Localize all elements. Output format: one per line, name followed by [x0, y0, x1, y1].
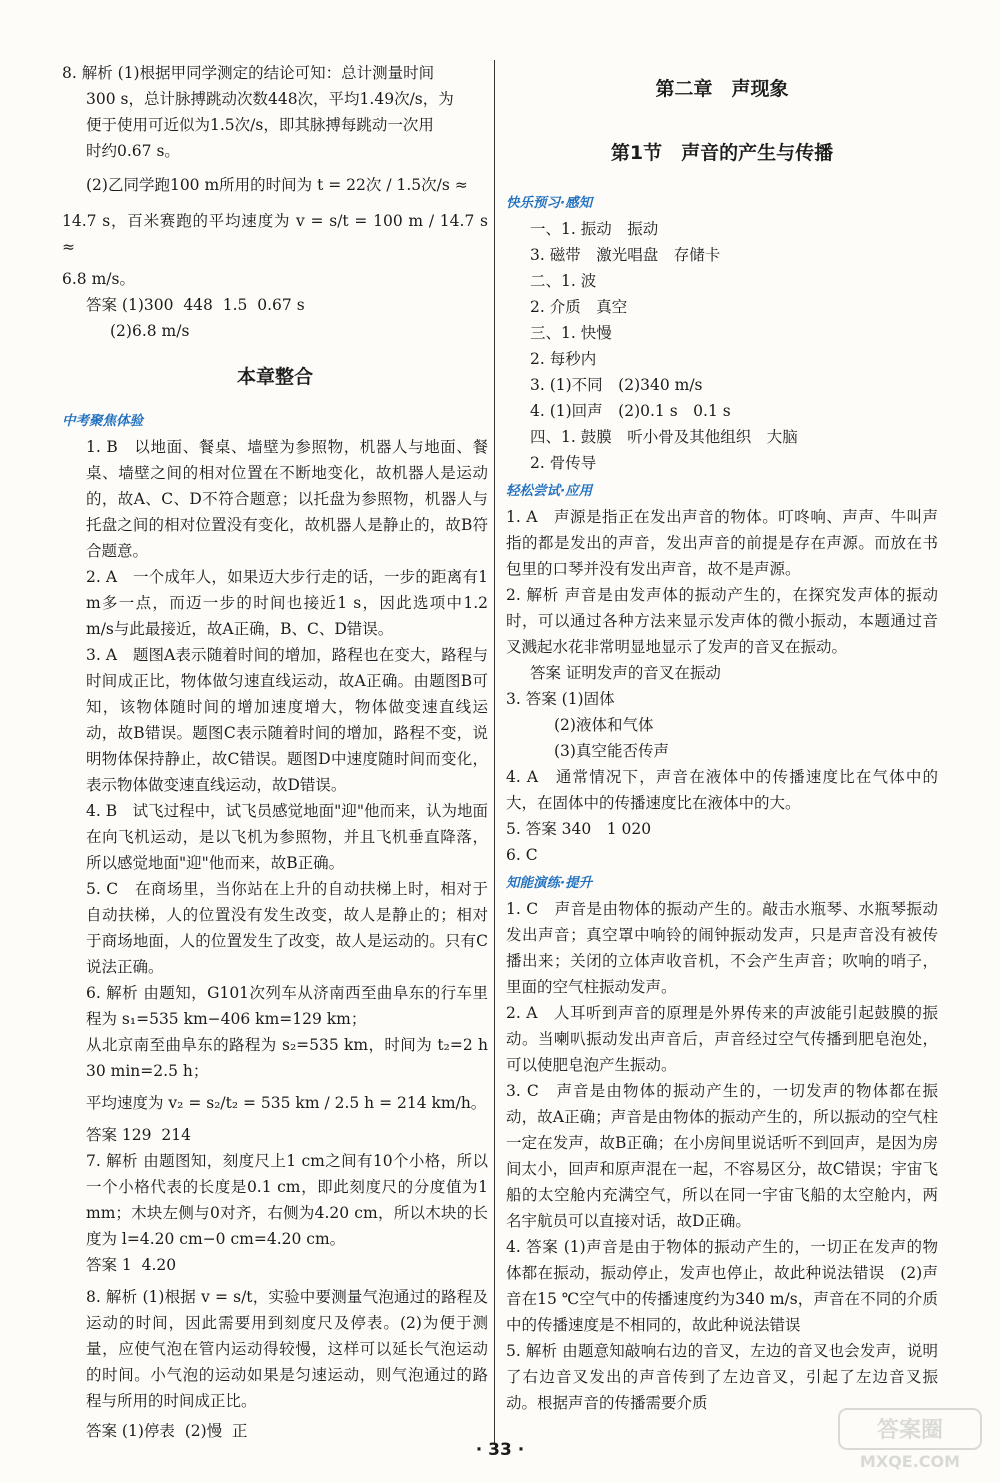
- svg-text:答案圈: 答案圈: [876, 1418, 944, 1443]
- try-3: 3. 答案 (1)固体: [506, 690, 615, 708]
- left-answer-1: 答案 (1)300 448 1.5 0.67 s: [86, 296, 305, 314]
- try-3c: (3)真空能否传声: [554, 742, 669, 760]
- left-column: [62, 60, 493, 1444]
- left-line-5: (2)乙同学跑100 m所用的时间为 t = 22次 / 1.5次/s ≈: [86, 176, 468, 194]
- preview-3: 二、1. 波: [530, 272, 597, 290]
- left-item-7-answer: 答案 1 4.20: [86, 1256, 177, 1274]
- left-item-4: 4. B 试飞过程中，试飞员感觉地面"迎"他而来，认为地面在向飞机运动，是以飞机为参照物，并且飞机垂直降落，所以感觉地面"迎"他而来，故B正确。: [86, 802, 488, 872]
- left-answer-2: (2)6.8 m/s: [110, 322, 190, 340]
- preview-5: 三、1. 快慢: [530, 324, 612, 342]
- try-2: 2. 解析 声音是由发声体的振动产生的，在探究发声体的振动时，可以通过各种方法来显示发声体的微小振动，本题通过音叉溅起水花非常明显地显示了发声的音叉在振动。: [506, 586, 938, 656]
- practice-4: 4. 答案 (1)声音是由于物体的振动产生的，一切正在发声的物体都在振动，振动停止，发声也停止，故此种说法错误 (2)声音在15 ℃空气中的传播速度约为340 m/s，声音在不同的介质中的传播速度是不相同的，故此种说法错误: [506, 1238, 938, 1334]
- left-item-7: 7. 解析 由题图知，刻度尺上1 cm之间有10个小格，所以一个小格代表的长度是0.1 cm，即此刻度尺的分度值为1 mm；木块左侧与0对齐，右侧为4.20 cm，所以木块的长度为 l=4.20 cm−0 cm=4.20 cm。: [86, 1152, 493, 1248]
- chapter-title: 第二章 声现象: [655, 78, 789, 100]
- left-item-5: 5. C 在商场里，当你站在上升的自动扶梯上时，相对于自动扶梯，人的位置没有发生改变，故人是静止的；相对于商场地面，人的位置发生了改变，故人是运动的。只有C说法正确。: [86, 880, 488, 976]
- try-3b: (2)液体和气体: [554, 716, 654, 734]
- left-item-6c: 平均速度为 v₂ = s₂/t₂ = 535 km / 2.5 h = 214 km/h。: [86, 1094, 487, 1112]
- practice-1: 1. C 声音是由物体的振动产生的。敲击水瓶琴、水瓶琴振动发出声音；真空罩中响铃的闹钟振动发声，只是声音没有被传播出来；关闭的立体声收音机，不会产生声音；吹响的哨子，里面的空气柱振动发声。: [506, 900, 938, 996]
- left-item-8-answer: 答案 (1)停表 (2)慢 正: [86, 1422, 248, 1440]
- band-exam-focus: 中考聚焦体验: [62, 413, 143, 429]
- page-number: · 33 ·: [475, 1440, 525, 1460]
- watermark-logo: [835, 1405, 985, 1475]
- preview-2: 3. 磁带 激光唱盘 存储卡: [530, 246, 721, 264]
- left-line-3: 便于使用可近似为1.5次/s，即其脉搏每跳动一次用: [86, 116, 434, 134]
- try-4: 4. A 通常情况下，声音在液体中的传播速度比在气体中的大，在固体中的传播速度比在液体中的大。: [506, 768, 938, 812]
- preview-9: 四、1. 鼓膜 听小骨及其他组织 大脑: [530, 428, 798, 446]
- left-item-6b: 从北京南至曲阜东的路程为 s₂=535 km，时间为 t₂=2 h 30 min=2.5 h；: [86, 1036, 493, 1080]
- preview-7: 3. (1)不同 (2)340 m/s: [530, 376, 703, 394]
- left-item-3: 3. A 题图A表示随着时间的增加，路程也在变大，路程与时间成正比，物体做匀速直线运动，故A正确。由题图B可知，该物体随时间的增加速度增大，物体做变速直线运动，故B错误。题图C表示随着时间的增加，路程不变，说明物体保持静止，故C错误。题图D中速度随时间而变化，表示物体做变速直线运动，故D错误。: [86, 646, 488, 794]
- try-5: 5. 答案 340 1 020: [506, 820, 652, 838]
- practice-2: 2. A 人耳听到声音的原理是外界传来的声波能引起鼓膜的振动。当喇叭振动发出声音后，声音经过空气传播到肥皂泡处，可以使肥皂泡产生振动。: [506, 1004, 938, 1074]
- right-column: [506, 60, 938, 1416]
- preview-4: 2. 介质 真空: [530, 298, 628, 316]
- left-item-2: 2. A 一个成年人，如果迈大步行走的话，一步的距离有1 m多一点，而迈一步的时间也接近1 s，因此选项中1.2 m/s与此最接近，故A正确，B、C、D错误。: [86, 568, 493, 638]
- section-title: 第1节 声音的产生与传播: [610, 142, 834, 164]
- band-practice: 知能演练·提升: [506, 875, 593, 891]
- left-line-7: 6.8 m/s。: [62, 270, 135, 288]
- band-preview: 快乐预习·感知: [506, 195, 593, 211]
- section-title-chapter-summary: 本章整合: [236, 366, 313, 388]
- left-item-1: 1. B 以地面、餐桌、墙壁为参照物，机器人与地面、餐桌、墙壁之间的相对位置在不断地变化，故机器人是运动的，故A、C、D不符合题意；以托盘为参照物，机器人与托盘之间的相对位置没有变化，故机器人是静止的，故B符合题意。: [86, 438, 488, 560]
- column-divider: [494, 60, 495, 1445]
- band-try: 轻松尝试·应用: [506, 483, 593, 499]
- preview-1: 一、1. 振动 振动: [530, 220, 659, 238]
- preview-8: 4. (1)回声 (2)0.1 s 0.1 s: [530, 402, 731, 420]
- try-2-answer: 答案 证明发声的音叉在振动: [530, 664, 721, 682]
- try-6: 6. C: [506, 846, 538, 864]
- left-line-4: 时约0.67 s。: [86, 142, 180, 160]
- try-1: 1. A 声源是指正在发出声音的物体。叮咚响、声声、牛叫声指的都是发出的声音，发出声音的前提是存在声源。而放在书包里的口琴并没有发出声音，故不是声源。: [506, 508, 938, 578]
- practice-5: 5. 解析 由题意知敲响右边的音叉，左边的音叉也会发声，说明了右边音叉发出的声音传到了左边音叉，引起了左边音叉振动。根据声音的传播需要介质: [506, 1342, 938, 1412]
- left-line-1: 8. 解析 (1)根据甲同学测定的结论可知：总计测量时间: [62, 64, 435, 82]
- left-item-8: 8. 解析 (1)根据 v = s/t，实验中要测量气泡通过的路程及运动的时间，因此需要用到刻度尺及停表。(2)为便于测量，应使气泡在管内运动得较慢，这样可以延长气泡运动的时间。小气泡的运动如果是匀速运动，则气泡通过的路程与所用的时间成正比。: [86, 1288, 488, 1410]
- left-item-6: 6. 解析 由题知，G101次列车从济南西至曲阜东的行车里程为 s₁=535 km−406 km=129 km；: [86, 984, 488, 1028]
- preview-10: 2. 骨传导: [530, 454, 597, 472]
- left-line-6: 14.7 s，百米赛跑的平均速度为 v = s/t = 100 m / 14.7 s ≈: [62, 212, 493, 256]
- left-line-2: 300 s，总计脉搏跳动次数448次，平均1.49次/s，为: [86, 90, 454, 108]
- left-item-6-answer: 答案 129 214: [86, 1126, 191, 1144]
- preview-6: 2. 每秒内: [530, 350, 597, 368]
- practice-3: 3. C 声音是由物体的振动产生的，一切发声的物体都在振动，故A正确；声音是由物体的振动产生的，所以振动的空气柱一定在发声，故B正确；在小房间里说话听不到回声，是因为房间太小，回声和原声混在一起，不容易区分，故C错误；宇宙飞船的太空舱内充满空气，所以在同一宇宙飞船的太空舱内，两名宇航员可以直接对话，故D正确。: [506, 1082, 938, 1230]
- svg-text:MXQE.COM: MXQE.COM: [859, 1452, 961, 1471]
